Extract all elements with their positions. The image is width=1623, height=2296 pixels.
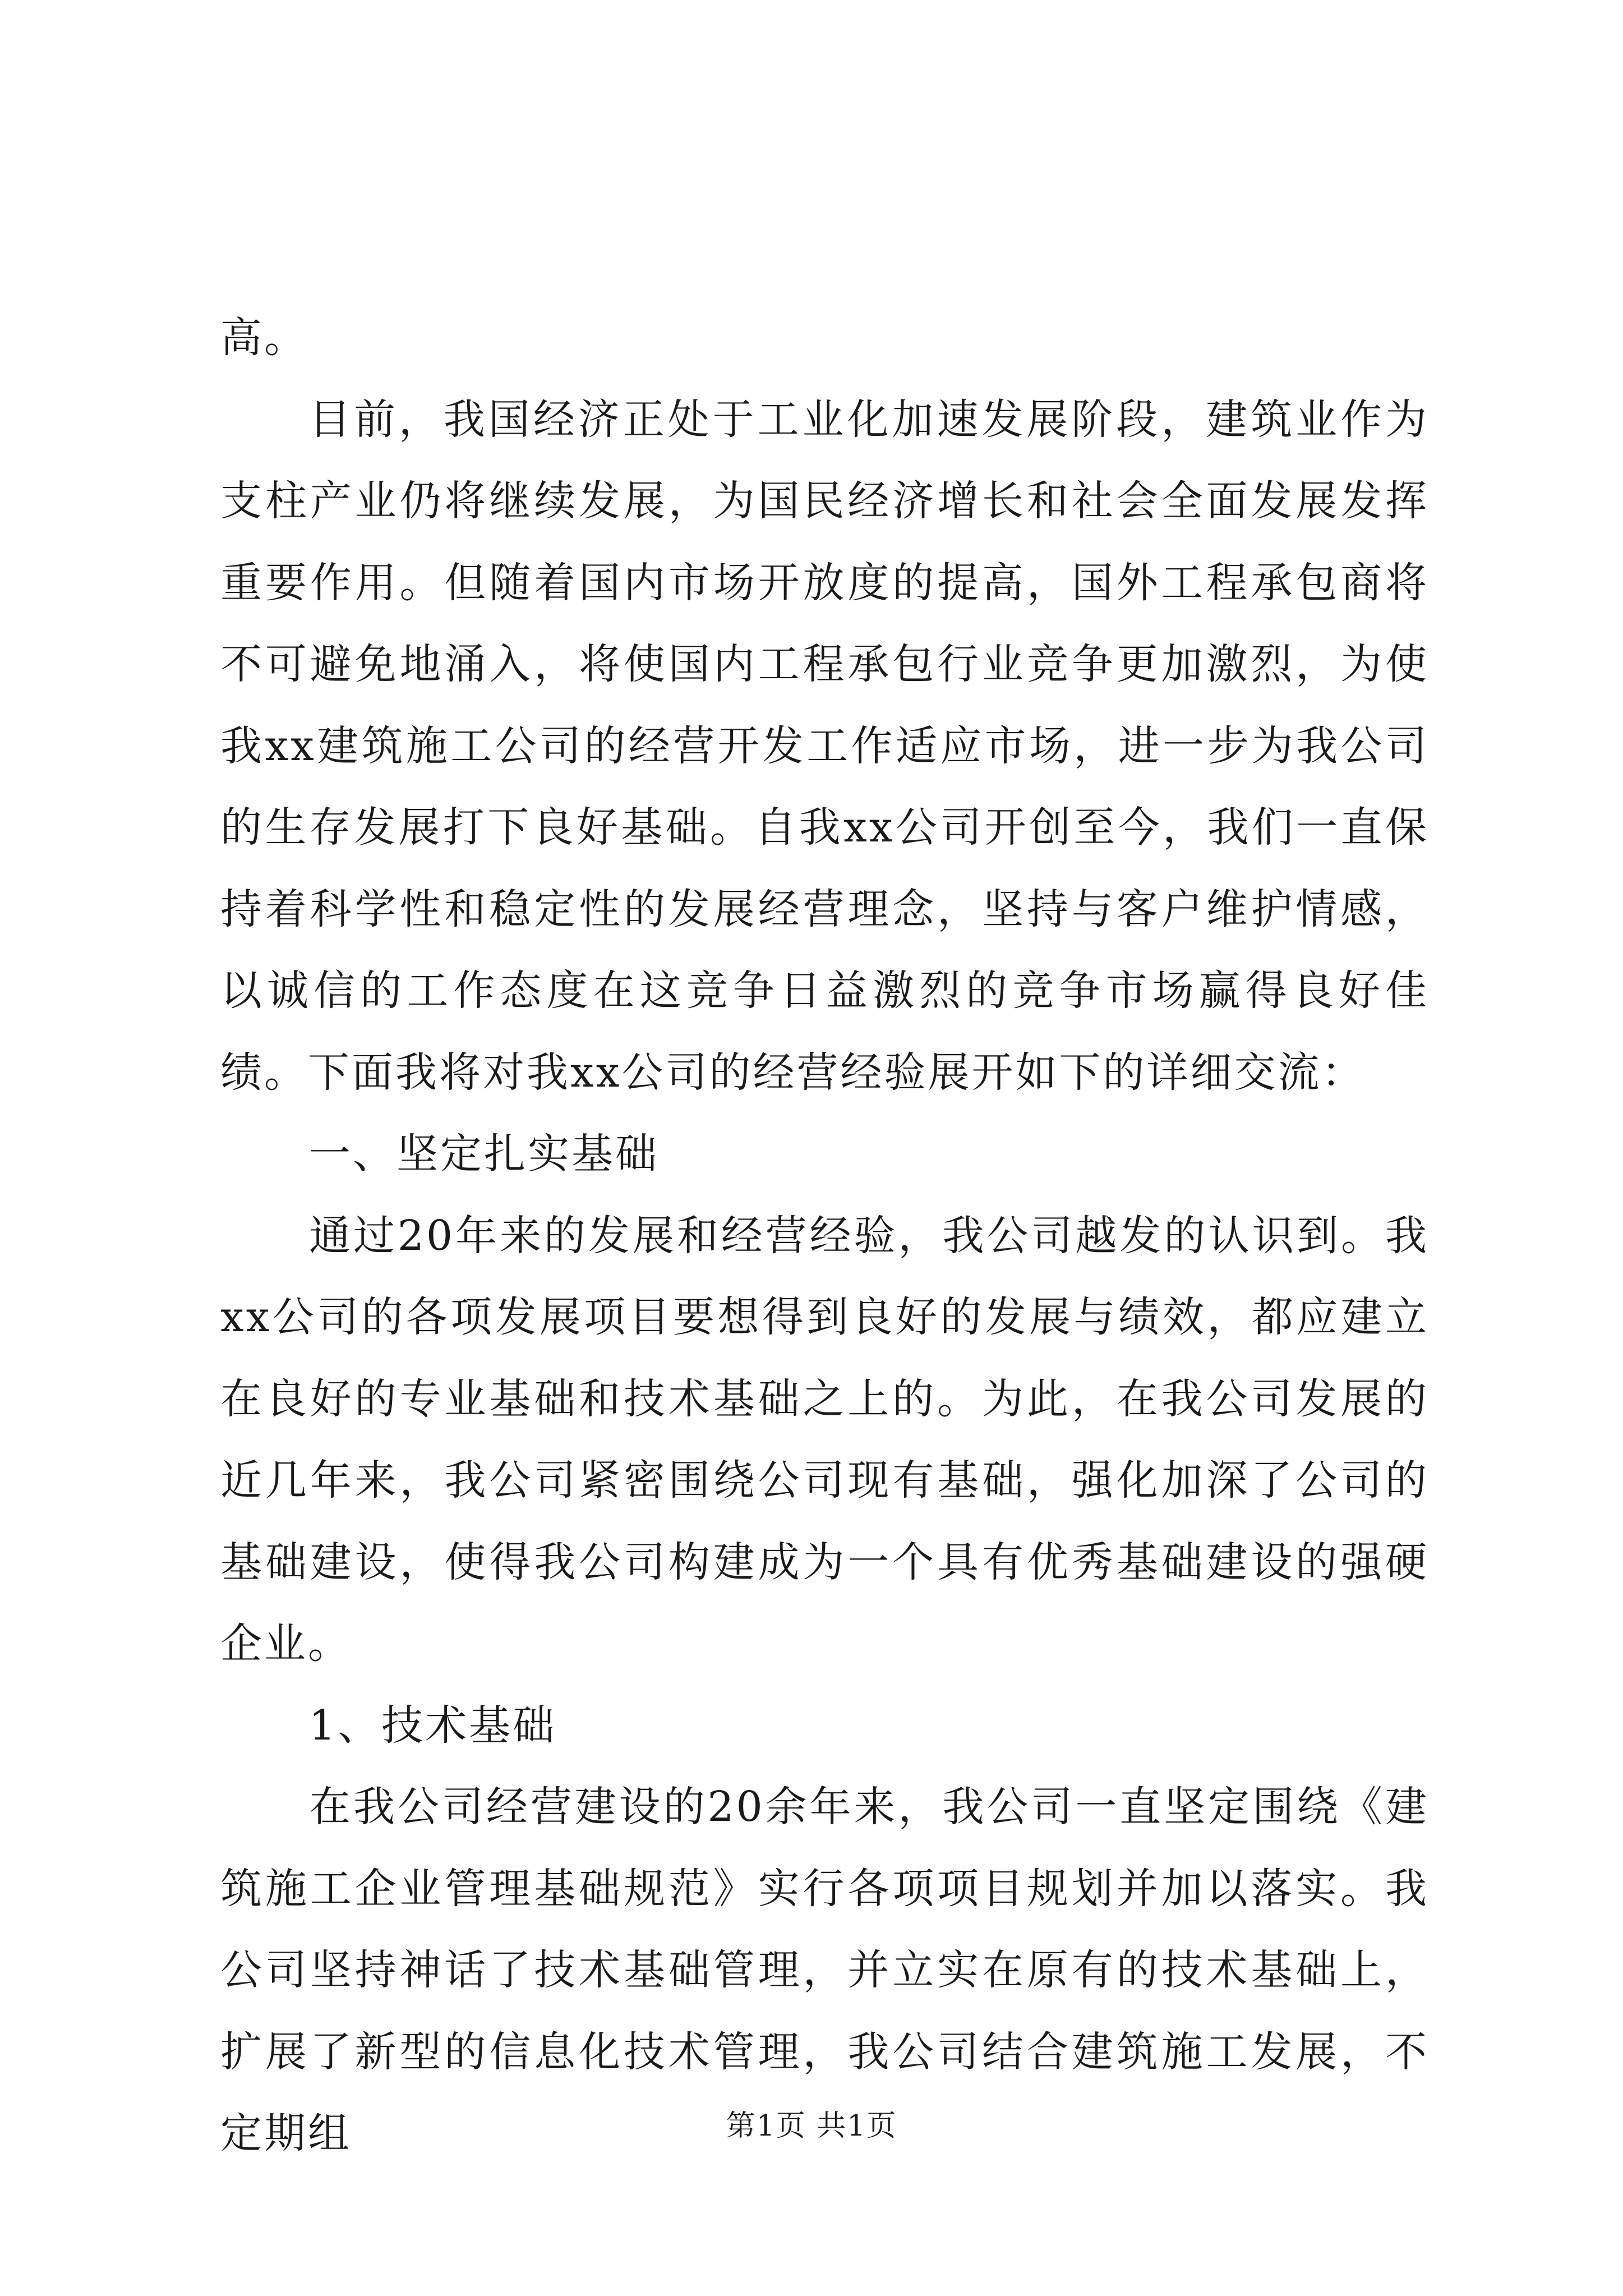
document-body — [220, 297, 1429, 2175]
page-number-label: 第1页 共1页 — [726, 2109, 897, 2143]
paragraph-continuation: 高。 — [220, 314, 308, 362]
page-footer — [0, 2108, 1623, 2144]
paragraph-foundation: 通过20年来的发展和经营经验，我公司越发的认识到。我xx公司的各项发展项目要想得到良好的发展与绩效，都应建立在良好的专业基础和技术基础之上的。为此，在我公司发展的近几年来，我公司紧密围绕公司现有基础，强化加深了公司的基础建设，使得我公司构建成为一个具有优秀基础建设的强硬企业。 — [220, 1211, 1429, 1668]
section-heading-foundation: 一、坚定扎实基础 — [309, 1130, 659, 1178]
paragraph-economy-intro: 目前，我国经济正处于工业化加速发展阶段，建筑业作为支柱产业仍将继续发展，为国民经济增长和社会全面发展发挥重要作用。但随着国内市场开放度的提高，国外工程承包商将不可避免地涌入，将使国内工程承包行业竞争更加激烈，为使我xx建筑施工公司的经营开发工作适应市场，进一步为我公司的生存发展打下良好基础。自我xx公司开创至今，我们一直保持着科学性和稳定性的发展经营理念，坚持与客户维护情感，以诚信的工作态度在这竞争日益激烈的竞争市场赢得良好佳绩。下面我将对我xx公司的经营经验展开如下的详细交流： — [220, 395, 1429, 1097]
subsection-heading-technical: 1、技术基础 — [309, 1701, 557, 1750]
paragraph-technical: 在我公司经营建设的20余年来，我公司一直坚定围绕《建筑施工企业管理基础规范》实行各项项目规划并加以落实。我公司坚持神话了技术基础管理，并立实在原有的技术基础上，扩展了新型的信息化技术管理，我公司结合建筑施工发展，不定期组 — [220, 1783, 1429, 2157]
